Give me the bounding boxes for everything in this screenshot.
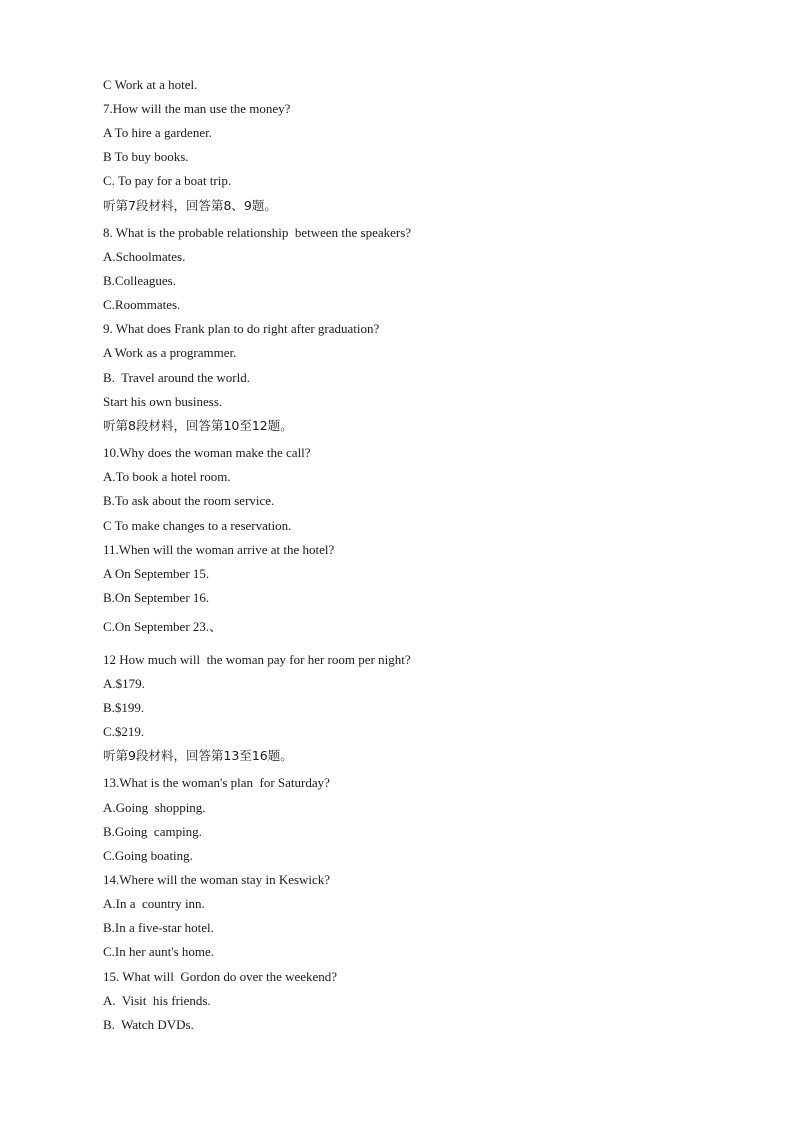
option-15a: A. Visit his friends.: [103, 993, 211, 1008]
option-9b: B. Travel around the world.: [103, 370, 250, 385]
option-11a: A On September 15.: [103, 566, 210, 581]
question-14: 14.Where will the woman stay in Keswick?: [103, 872, 331, 887]
option-12a: A.$179.: [103, 676, 145, 691]
option-12b: B.$199.: [103, 700, 145, 715]
question-11: 11.When will the woman arrive at the hotel?: [103, 542, 335, 557]
question-15: 15. What will Gordon do over the weekend?: [103, 969, 338, 984]
option-8b: B.Colleagues.: [103, 273, 176, 288]
option-8c: C.Roommates.: [103, 297, 181, 312]
option-10c: C To make changes to a reservation.: [103, 518, 292, 533]
option-15b: B. Watch DVDs.: [103, 1017, 194, 1032]
option-14a: A.In a country inn.: [103, 896, 205, 911]
question-9: 9. What does Frank plan to do right after graduation?: [103, 321, 380, 336]
question-8: 8. What is the probable relationship between the speakers?: [103, 225, 412, 240]
option-9c: Start his own business.: [103, 394, 223, 409]
option-10b: B.To ask about the room service.: [103, 493, 275, 508]
option-9a: A Work as a programmer.: [103, 345, 237, 360]
section-heading-8: 听第8段材料，回答第10至12题。: [103, 418, 293, 433]
option-8a: A.Schoolmates.: [103, 249, 186, 264]
option-7a: A To hire a gardener.: [103, 125, 212, 140]
option-11c: C.On September 23.、: [103, 619, 223, 634]
option-14b: B.In a five-star hotel.: [103, 920, 214, 935]
section-heading-7: 听第7段材料，回答第8、9题。: [103, 198, 277, 213]
question-10: 10.Why does the woman make the call?: [103, 445, 311, 460]
question-13: 13.What is the woman's plan for Saturday?: [103, 775, 330, 790]
option-10a: A.To book a hotel room.: [103, 469, 231, 484]
option-7b: B To buy books.: [103, 149, 189, 164]
option-13c: C.Going boating.: [103, 848, 193, 863]
option-11b: B.On September 16.: [103, 590, 210, 605]
option-6c: C Work at a hotel.: [103, 77, 198, 92]
option-7c: C. To pay for a boat trip.: [103, 173, 232, 188]
option-14c: C.In her aunt's home.: [103, 944, 215, 959]
section-heading-9: 听第9段材料，回答第13至16题。: [103, 748, 293, 763]
question-7: 7.How will the man use the money?: [103, 101, 291, 116]
question-12: 12 How much will the woman pay for her room per night?: [103, 652, 411, 667]
option-13a: A.Going shopping.: [103, 800, 206, 815]
option-12c: C.$219.: [103, 724, 145, 739]
option-13b: B.Going camping.: [103, 824, 202, 839]
